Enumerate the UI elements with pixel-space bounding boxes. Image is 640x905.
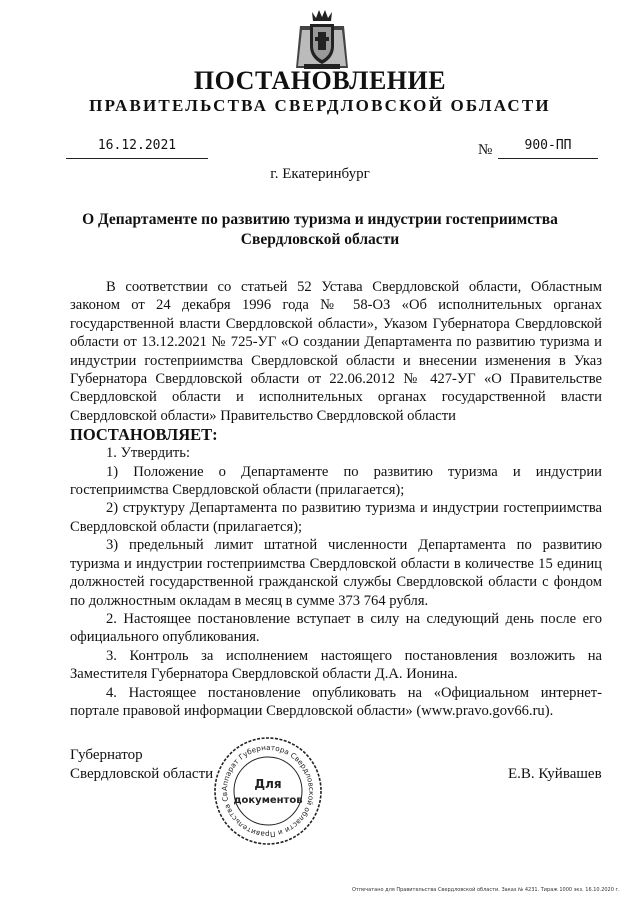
number-label: №: [478, 142, 493, 158]
stamp-ring-text: Аппарат Губернатора Свердловской области и Правительства Св: [219, 742, 317, 840]
print-footer: Отпечатано для Правительства Свердловской области. Заказ № 4231. Тираж 1000 экз. 16.10.2020 г.: [352, 887, 620, 893]
decree-heading: ПОСТАНОВЛЯЕТ:: [70, 425, 218, 445]
stamp-center-line-1: Для: [254, 777, 282, 791]
item-4: 4. Настоящее постановление опубликовать на «Официальном интернет-портале правовой информации Свердловской области» (www.pravo.gov66.ru).: [70, 684, 602, 719]
document-date: 16.12.2021: [66, 138, 208, 159]
issue-city: г. Екатеринбург: [270, 166, 370, 182]
signatory-name: Е.В. Куйвашев: [508, 766, 602, 782]
document-title: О Департаменте по развитию туризма и индустрии гостеприимства Свердловской области: [82, 211, 558, 248]
stamp-center-line-2: документов: [233, 795, 303, 806]
item-1-3: 3) предельный лимит штатной численности Департамента по развитию туризма и индустрии гостеприимства Свердловской области в количестве 15 единиц должностей государственной гражданской службы Свердловской области с фондом по должностным окладам в месяц в сумме 373 764 рубля.: [70, 537, 602, 609]
document-type-title: ПОСТАНОВЛЕНИЕ: [193, 66, 447, 95]
item-2: 2. Настоящее постановление вступает в силу на следующий день после его официального опубликования.: [70, 610, 602, 646]
issuing-authority: ПРАВИТЕЛЬСТВА СВЕРДЛОВСКОЙ ОБЛАСТИ: [89, 96, 551, 115]
signatory-position-line-2: Свердловской области: [70, 766, 214, 782]
official-stamp: [212, 735, 324, 847]
document-body: [70, 278, 602, 720]
item-1-1: 1) Положение о Департаменте по развитию туризма и индустрии гостеприимства Свердловской области (прилагается);: [70, 463, 602, 499]
coat-of-arms-emblem: [294, 8, 350, 70]
preamble-paragraph: В соответствии со статьей 52 Устава Свердловской области, Областным законом от 24 декабря 1996 года № 58-ОЗ «Об исполнительных органах государственной власти Свердловской области», Указом Губернатора Свердловской области от 13.12.2021 № 725-УГ «О создании Департамента по развитию туризма и индустрии гостеприимства Свердловской области и внесении изменения в Указ Губернатора Свердловской области от 22.06.2012 № 427-УГ «О Правительстве Свердловской области и исполнительных органах государственной власти Свердловской области» Правительство Свердловской области: [70, 279, 602, 424]
item-1-2: 2) структуру Департамента по развитию туризма и индустрии гостеприимства Свердловской области (прилагается);: [70, 500, 602, 535]
item-1: 1. Утвердить:: [106, 445, 191, 462]
item-3: 3. Контроль за исполнением настоящего постановления возложить на Заместителя Губернатора Свердловской области Д.А. Ионина.: [70, 647, 602, 683]
signatory-position-line-1: Губернатор: [70, 747, 143, 763]
signatory-position: [70, 746, 213, 784]
document-number: 900-ПП: [498, 138, 598, 159]
